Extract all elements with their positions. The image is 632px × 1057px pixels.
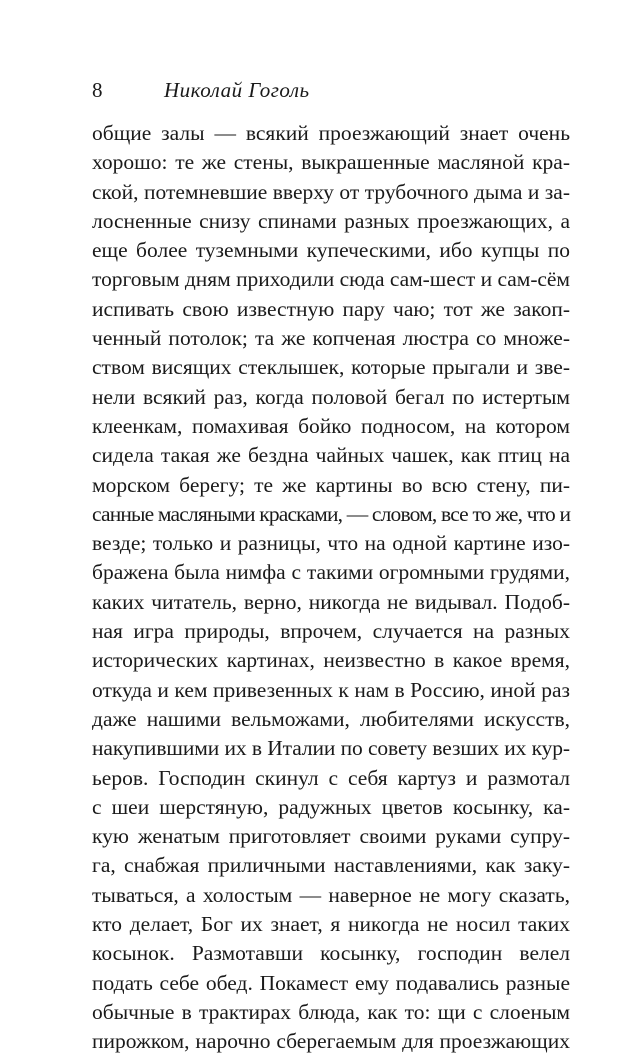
text-line: ченный потолок; та же копченая люстра со множе- [92, 326, 570, 351]
text-line: накупившими их в Италии по совету везших их кур- [92, 736, 570, 761]
text-line: нели всякий раз, когда половой бегал по истертым [92, 384, 570, 409]
text-line: везде; только и разницы, что на одной картине изо- [92, 531, 570, 556]
text-line: га, снабжая приличными наставлениями, как заку- [92, 853, 570, 878]
page-number: 8 [92, 78, 103, 102]
text-line: ством висящих стеклышек, которые прыгали и зве- [92, 355, 570, 380]
text-line: пирожком, нарочно сберегаемым для проезжающих [92, 1029, 570, 1054]
text-line: ьеров. Господин скинул с себя картуз и размотал [92, 765, 570, 790]
running-title: Николай Гоголь [164, 78, 310, 102]
text-line: клеенкам, помахивая бойко подносом, на котором [92, 413, 570, 438]
text-line: с шеи шерстяную, радужных цветов косынку, ка- [92, 794, 570, 819]
text-line: общие залы — всякий проезжающий знает очень [92, 121, 570, 145]
text-line: еще более туземными купеческими, ибо купцы по [92, 238, 570, 263]
text-line: санные масляными красками, — словом, все то же, что и [92, 501, 571, 526]
text-line: подать себе обед. Покамест ему подавались разные [92, 970, 570, 995]
text-line: исторических картинах, неизвестно в какое время, [92, 648, 570, 673]
text-line: кто делает, Бог их знает, я никогда не носил таких [92, 912, 570, 937]
text-line: сидела такая же бездна чайных чашек, как птиц на [92, 443, 570, 468]
text-line: ской, потемневшие вверху от трубочного дыма и за- [92, 179, 570, 204]
text-line: испивать свою известную пару чаю; тот же закоп- [92, 296, 570, 321]
text-line: тываться, а холостым — наверное не могу сказать, [92, 882, 570, 907]
text-line: ная игра природы, впрочем, случается на разных [92, 619, 570, 644]
text-line: обычные в трактирах блюда, как то: щи с слоеным [92, 999, 570, 1024]
text-line: каких читатель, верно, никогда не видывал. Подоб- [92, 589, 570, 614]
body-text [92, 119, 570, 1057]
text-line: даже нашими вельможами, любителями искусств, [92, 706, 570, 731]
text-line: бражена была нимфа с такими огромными грудями, [92, 560, 570, 585]
text-line: лосненные снизу спинами разных проезжающих, а [92, 208, 570, 233]
running-header [92, 76, 310, 104]
text-line: морском берегу; те же картины во всю стену, пи- [92, 472, 570, 497]
text-line: кую женатым приготовляет своими руками супру- [92, 824, 570, 849]
text-line: откуда и кем привезенных к нам в Россию, иной раз [92, 677, 570, 702]
text-line: торговым дням приходили сюда сам-шест и сам-сём [92, 267, 570, 292]
text-line: косынок. Размотавши косынку, господин велел [92, 941, 570, 966]
text-line: хорошо: те же стены, выкрашенные масляной кра- [92, 150, 570, 175]
